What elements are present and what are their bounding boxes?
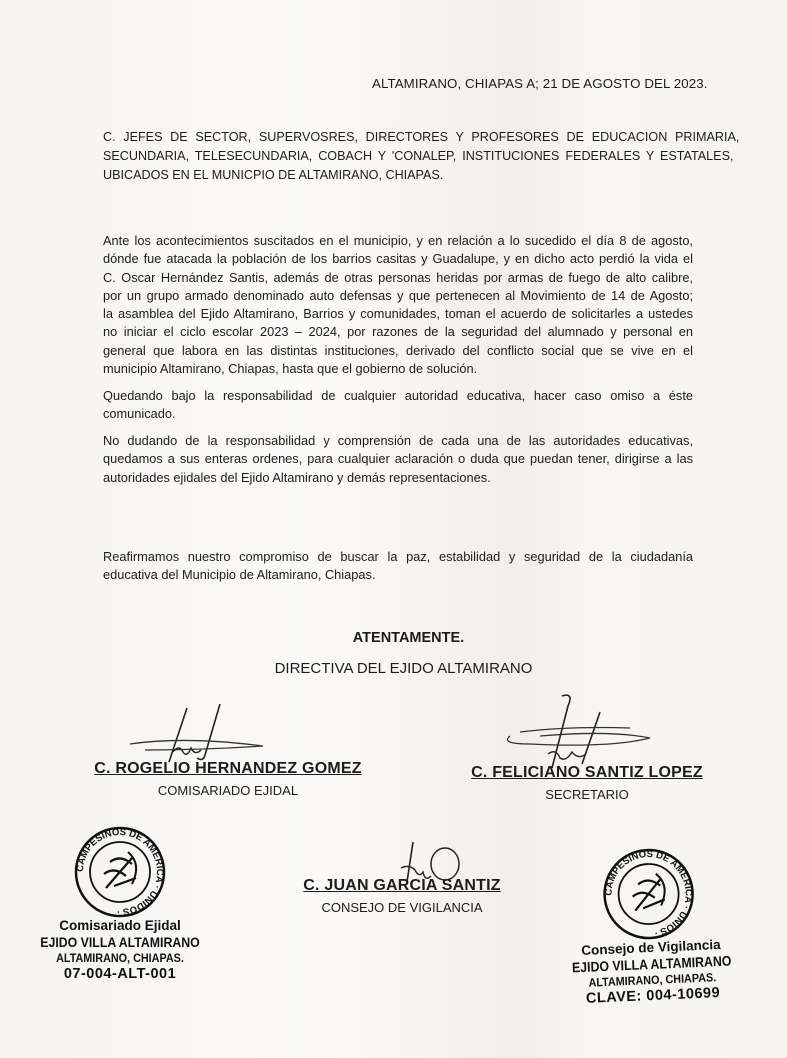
signatory-comisariado (78, 760, 378, 798)
date-line: ALTAMIRANO, CHIAPAS A; 21 DE AGOSTO DEL 2023. (372, 76, 708, 91)
stamp-ejido-name: EJIDO VILLA ALTAMIRANO (571, 952, 732, 976)
closing-salutation: ATENTAMENTE. (352, 630, 465, 646)
signatory-name: C. JUAN GARCIA SANTIZ (303, 877, 501, 894)
paragraph-line: la asamblea del Ejido Altamirano, Barrios y comunidades, toman el acuerdo de solicitarles a ustedes (103, 306, 693, 322)
paragraph-line: quedamos a sus enteras ordenes, para cualquier aclaración o duda que puedan tener, dirigirse a las (103, 451, 693, 467)
paragraph-responsibility (103, 387, 693, 424)
signatory-role: CONSEJO DE VIGILANCIA (321, 900, 483, 915)
paragraph-line: no iniciar el ciclo escolar 2023 – 2024, por razones de la seguridad del alumnado y personal en (103, 324, 693, 340)
paragraph-line: comunicado. (103, 406, 176, 422)
paragraph-line: dónde fue atacada la población de los barrios casitas y Guadalupe, y en dicho acto perdió la vida el (103, 251, 693, 267)
paragraph-line: Reafirmamos nuestro compromiso de buscar la paz, estabilidad y seguridad de la ciudadanía (103, 549, 693, 564)
paragraph-line: por un grupo armado denominado auto defensas y que pertenecen al Movimiento de 14 de Agosto; (103, 287, 693, 303)
stamp-city: ALTAMIRANO, CHIAPAS. (588, 970, 717, 990)
signatory-vigilancia (282, 877, 522, 915)
paragraph-line: general que labora en las distintas instituciones, derivado del conflicto social que se vive en el (103, 342, 693, 358)
recipients-line: SECUNDARIA, TELESECUNDARIA, COBACH Y 'CONALEP, INSTITUCIONES FEDERALES Y ESTATALES, (103, 149, 734, 163)
recipients-line: C. JEFES DE SECTOR, SUPERVOSRES, DIRECTORES Y PROFESORES DE EDUCACION PRIMARIA, (103, 130, 740, 144)
paragraph-line: municipio Altamirano, Chiapas, hasta que el gobierno de solución. (103, 361, 478, 377)
paragraph-line: educativa del Municipio de Altamirano, Chiapas. (103, 567, 376, 583)
paragraph-line: C. Oscar Hernández Santis, además de otras personas heridas por armas de fuego de alto calibre, (103, 269, 693, 285)
recipients-line: UBICADOS EN EL MUNICPIO DE ALTAMIRANO, CHIAPAS. (103, 168, 444, 182)
paragraph-incident (103, 232, 693, 378)
seal-icon (74, 826, 166, 918)
signature-feliciano (490, 692, 660, 772)
stamp-ejido-name: EJIDO VILLA ALTAMIRANO (40, 934, 200, 950)
signatory-role: SECRETARIO (545, 787, 629, 802)
paragraph-line: Quedando bajo la responsabilidad de cualquier autoridad educativa, hacer caso omiso a éste (103, 388, 693, 403)
seal-ring-text: CAMPESINOS DE AMERICA · UNIOS · (603, 848, 694, 939)
paragraph-commitment (103, 548, 693, 585)
stamp-comisariado-ejidal (20, 826, 220, 982)
stamp-title: Consejo de Vigilancia (581, 936, 721, 959)
paragraph-availability (103, 432, 693, 487)
stamp-consejo-vigilancia (542, 843, 759, 1008)
stamp-title: Comisariado Ejidal (59, 918, 181, 933)
signatory-name: C. ROGELIO HERNANDEZ GOMEZ (94, 760, 362, 777)
signatory-name: C. FELICIANO SANTIZ LOPEZ (471, 764, 703, 781)
stamp-city: ALTAMIRANO, CHIAPAS. (56, 951, 184, 965)
signatory-secretario (452, 764, 722, 802)
paragraph-line: Ante los acontecimientos suscitados en el municipio, y en relación a lo sucedido el día 8 de agosto, (103, 233, 693, 248)
stamp-code: CLAVE: 004-10699 (585, 985, 721, 1007)
directive-heading: DIRECTIVA DEL EJIDO ALTAMIRANO (274, 660, 533, 677)
stamp-code: 07-004-ALT-001 (63, 966, 177, 982)
recipients-block (103, 128, 740, 185)
seal-ring-text: CAMPESINOS DE AMERICA · UNIDOS · (74, 826, 166, 918)
paragraph-line: No dudando de la responsabilidad y comprensión de cada una de las autoridades educativas, (103, 433, 693, 448)
paragraph-line: autoridades ejidales del Ejido Altamirano y demás representaciones. (103, 469, 491, 485)
seal-icon (601, 846, 697, 942)
signatory-role: COMISARIADO EJIDAL (157, 783, 299, 798)
